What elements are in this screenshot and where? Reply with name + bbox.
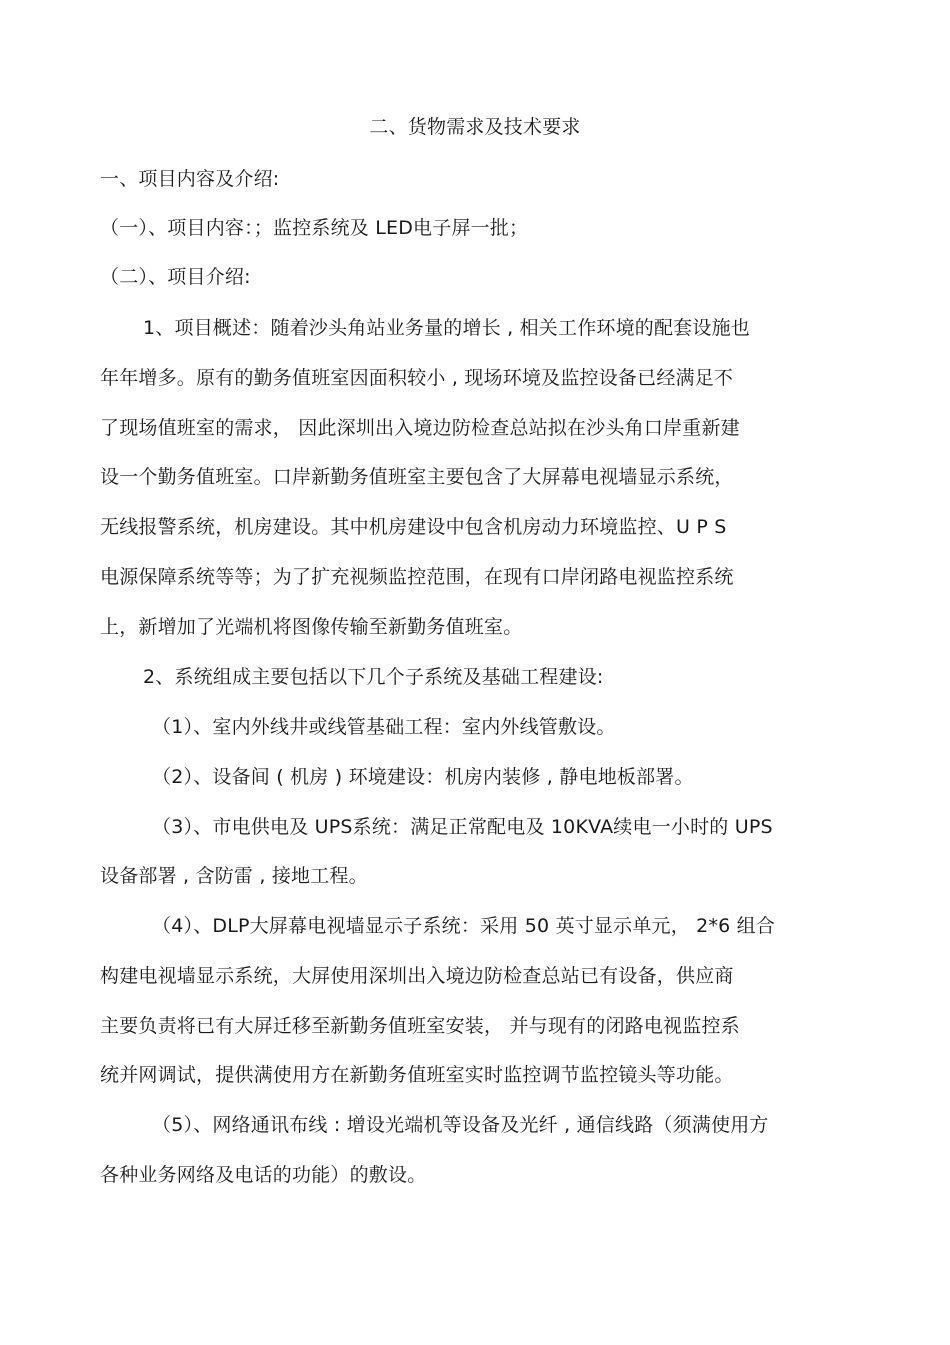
subsection-content: （一）、项目内容：；监控系统及 LED电子屏一批； — [100, 217, 529, 239]
overview-line-3: 了现场值班室的需求， 因此深圳出入境边防检查总站拟在沙头角口岸重新建 — [100, 417, 740, 439]
item-4-line-4: 统并网调试，提供满使用方在新勤务值班室实时监控调节监控镜头等功能。 — [100, 1064, 734, 1086]
item-5-line-2: 各种业务网络及电话的功能）的敷设。 — [100, 1164, 427, 1186]
item-3-line-1: （3）、市电供电及 UPS系统：满足正常配电及 10KVA续电一小时的 UPS — [152, 816, 773, 838]
item-1: （1）、室内外线井或线管基础工程：室内外线管敷设。 — [152, 716, 616, 738]
overview-line-2: 年年增多。原有的勤务值班室因面积较小 , 现场环境及监控设备已经满足不 — [100, 367, 734, 389]
overview-line-7: 上，新增加了光端机将图像传输至新勤务值班室。 — [100, 616, 523, 638]
overview-line-5: 无线报警系统，机房建设。其中机房建设中包含机房动力环境监控、U P S — [100, 516, 727, 538]
item-4-line-1: （4）、DLP大屏幕电视墙显示子系统：采用 50 英寸显示单元， 2*6 组合 — [152, 915, 776, 937]
page-title: 二、货物需求及技术要求 — [369, 116, 581, 138]
section-heading: 一、项目内容及介绍: — [100, 168, 280, 190]
item-5-line-1: （5）、网络通讯布线 : 增设光端机等设备及光纤 , 通信线路（须满使用方 — [152, 1114, 769, 1136]
subsection-intro: （二）、项目介绍: — [100, 266, 251, 288]
system-composition-line: 2、系统组成主要包括以下几个子系统及基础工程建设: — [143, 666, 604, 688]
item-2: （2）、设备间 ( 机房 ) 环境建设：机房内装修 , 静电地板部署。 — [152, 766, 694, 788]
overview-line-4: 设一个勤务值班室。口岸新勤务值班室主要包含了大屏幕电视墙显示系统， — [100, 466, 734, 488]
overview-line-1: 1、项目概述：随着沙头角站业务量的增长 , 相关工作环境的配套设施也 — [143, 317, 751, 339]
overview-line-6: 电源保障系统等等；为了扩充视频监控范围，在现有口岸闭路电视监控系统 — [100, 566, 734, 588]
item-4-line-3: 主要负责将已有大屏迁移至新勤务值班室安装， 并与现有的闭路电视监控系 — [100, 1015, 740, 1037]
item-3-line-2: 设备部署 , 含防雷 , 接地工程。 — [100, 865, 368, 887]
item-4-line-2: 构建电视墙显示系统，大屏使用深圳出入境边防检查总站已有设备，供应商 — [100, 965, 734, 987]
